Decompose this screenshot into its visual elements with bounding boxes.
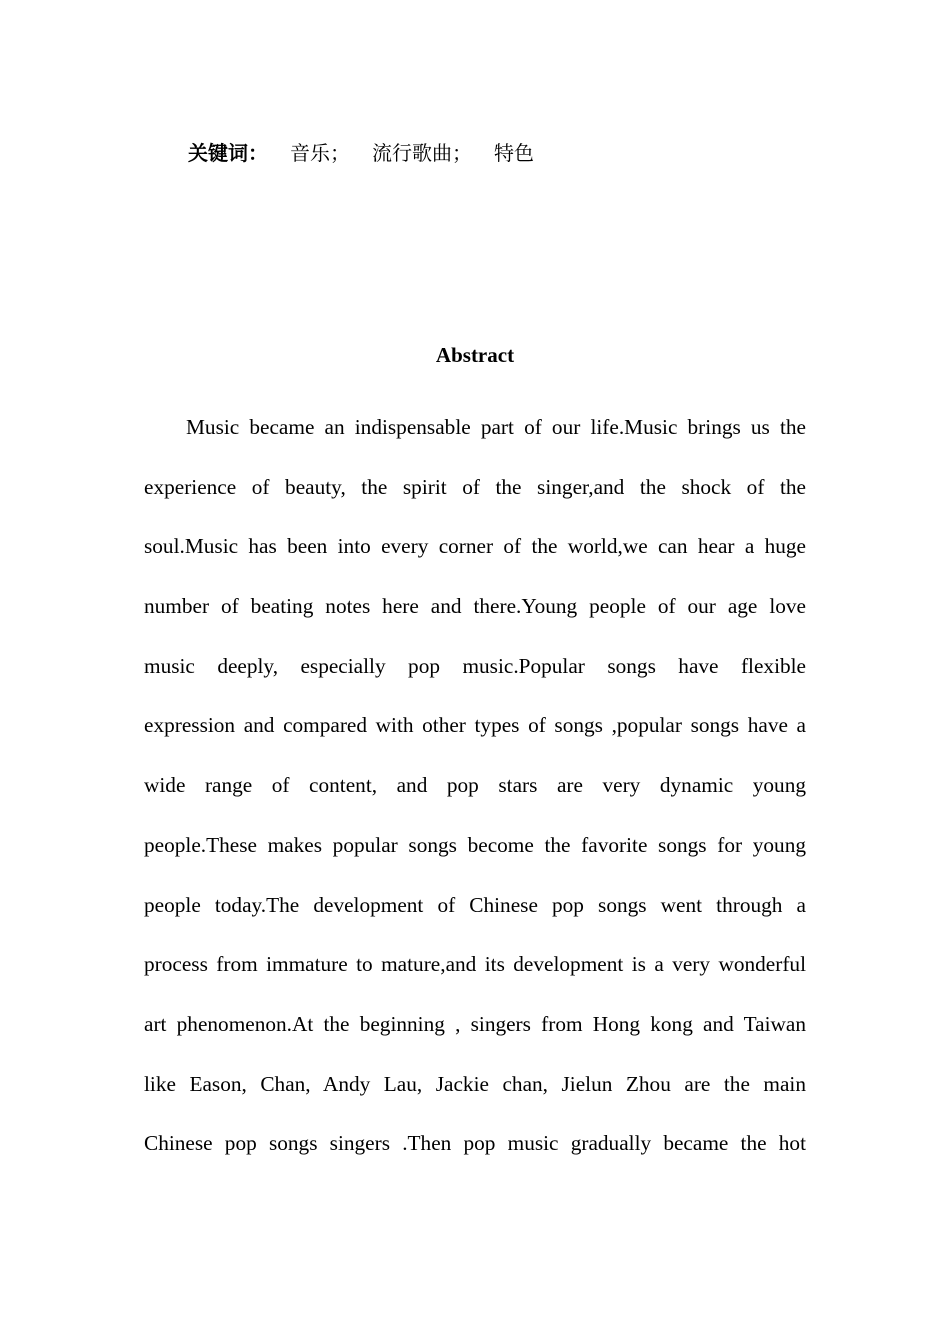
keywords-line — [188, 137, 556, 166]
abstract-line: people.These makes popular songs become the favorite songs for young — [144, 832, 806, 857]
abstract-line: experience of beauty, the spirit of the singer,and the shock of the — [144, 474, 806, 499]
keywords-label: 关键词： — [188, 141, 268, 165]
abstract-line: Music became an indispensable part of our life.Music brings us the — [186, 415, 806, 439]
abstract-line: like Eason, Chan, Andy Lau, Jackie chan, Jielun Zhou are the main — [144, 1071, 806, 1096]
abstract-line: wide range of content, and pop stars are very dynamic young — [144, 773, 806, 798]
abstract-line: process from immature to mature,and its development is a very wonderful — [144, 952, 806, 977]
abstract-body — [144, 398, 806, 1174]
abstract-line: expression and compared with other types of songs ,popular songs have a — [144, 713, 806, 738]
abstract-title: Abstract — [435, 343, 515, 367]
keyword-item: 特色 — [494, 141, 534, 165]
abstract-line: soul.Music has been into every corner of the world,we can hear a huge — [144, 534, 806, 559]
keyword-item: 音乐； — [290, 141, 350, 165]
keyword-item: 流行歌曲； — [372, 141, 472, 165]
abstract-line: Chinese pop songs singers .Then pop music gradually became the hot — [144, 1131, 806, 1156]
abstract-line: art phenomenon.At the beginning , singers from Hong kong and Taiwan — [144, 1011, 806, 1036]
abstract-line: number of beating notes here and there.Young people of our age love — [144, 594, 806, 619]
abstract-line: music deeply, especially pop music.Popular songs have flexible — [144, 653, 806, 678]
abstract-line: people today.The development of Chinese pop songs went through a — [144, 892, 806, 917]
